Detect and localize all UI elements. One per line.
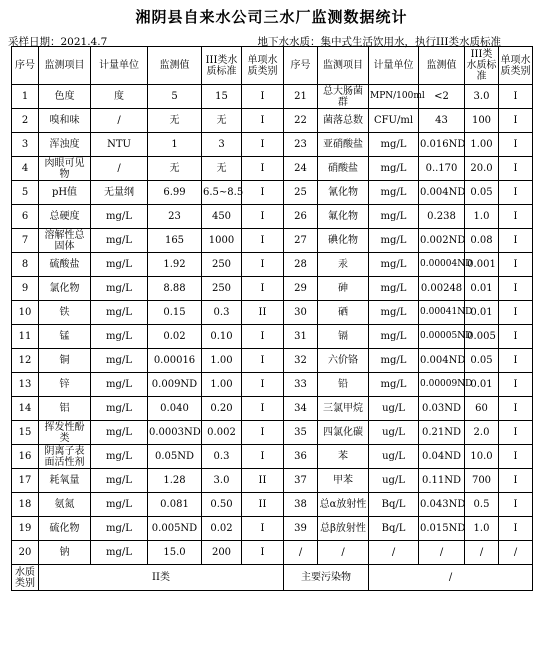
- cell-value: 165: [148, 229, 202, 253]
- header-category-2: 单项水质类别: [499, 47, 533, 85]
- cell-value: 15.0: [148, 541, 202, 565]
- cell-value: 1.28: [148, 469, 202, 493]
- cell-value: 0.00009ND: [419, 373, 465, 397]
- cell-value: 0.040: [148, 397, 202, 421]
- cell-unit: mg/L: [91, 493, 148, 517]
- cell-seq: 31: [284, 325, 318, 349]
- cell-category: I: [242, 109, 284, 133]
- cell-unit: NTU: [91, 133, 148, 157]
- cell-unit: mg/L: [91, 517, 148, 541]
- cell-standard: 1.0: [465, 517, 499, 541]
- cell-category: /: [499, 541, 533, 565]
- cell-seq: 30: [284, 301, 318, 325]
- cell-category: I: [242, 85, 284, 109]
- cell-standard: 60: [465, 397, 499, 421]
- cell-standard: 0.5: [465, 493, 499, 517]
- cell-standard: 0.002: [202, 421, 242, 445]
- cell-unit: mg/L: [91, 253, 148, 277]
- cell-standard: 10.0: [465, 445, 499, 469]
- cell-standard: 0.3: [202, 445, 242, 469]
- cell-value: 0.009ND: [148, 373, 202, 397]
- cell-seq: 25: [284, 181, 318, 205]
- cell-value: 0.0003ND: [148, 421, 202, 445]
- cell-unit: mg/L: [91, 397, 148, 421]
- cell-seq: 13: [12, 373, 39, 397]
- cell-seq: 22: [284, 109, 318, 133]
- cell-value: 0.005ND: [148, 517, 202, 541]
- cell-seq: 4: [12, 157, 39, 181]
- table-row: [12, 397, 533, 421]
- cell-value: 无: [148, 157, 202, 181]
- table-row: [12, 445, 533, 469]
- cell-standard: 0.3: [202, 301, 242, 325]
- cell-item: 铅: [318, 373, 369, 397]
- cell-category: I: [499, 421, 533, 445]
- cell-category: I: [242, 253, 284, 277]
- cell-seq: 20: [12, 541, 39, 565]
- cell-item: 总β放射性: [318, 517, 369, 541]
- cell-value: 0.11ND: [419, 469, 465, 493]
- cell-category: I: [499, 325, 533, 349]
- cell-item: 碘化物: [318, 229, 369, 253]
- header-standard-1: III类水质标准: [202, 47, 242, 85]
- cell-seq: 34: [284, 397, 318, 421]
- water-category-label: 水质类别: [12, 565, 39, 591]
- cell-standard: 100: [465, 109, 499, 133]
- cell-category: II: [242, 493, 284, 517]
- cell-unit: mg/L: [91, 277, 148, 301]
- cell-standard: 1.0: [465, 205, 499, 229]
- cell-standard: 250: [202, 253, 242, 277]
- cell-seq: 37: [284, 469, 318, 493]
- cell-standard: 3.0: [202, 469, 242, 493]
- cell-unit: Bq/L: [369, 493, 419, 517]
- cell-seq: 26: [284, 205, 318, 229]
- cell-item: 砷: [318, 277, 369, 301]
- table-row: [12, 325, 533, 349]
- cell-standard: 无: [202, 157, 242, 181]
- cell-item: 铝: [39, 397, 91, 421]
- cell-item: 菌落总数: [318, 109, 369, 133]
- cell-seq: 19: [12, 517, 39, 541]
- table-row: [12, 493, 533, 517]
- cell-category: I: [242, 373, 284, 397]
- cell-unit: ug/L: [369, 421, 419, 445]
- cell-unit: /: [369, 541, 419, 565]
- cell-value: 5: [148, 85, 202, 109]
- cell-seq: 11: [12, 325, 39, 349]
- cell-category: I: [242, 541, 284, 565]
- table-row: [12, 373, 533, 397]
- cell-unit: ug/L: [369, 445, 419, 469]
- main-pollutant-label: 主要污染物: [284, 565, 369, 591]
- cell-item: 阴离子表面活性剂: [39, 445, 91, 469]
- cell-standard: 20.0: [465, 157, 499, 181]
- cell-item: 挥发性酚类: [39, 421, 91, 445]
- cell-seq: 28: [284, 253, 318, 277]
- cell-value: 0.015ND: [419, 517, 465, 541]
- cell-seq: 23: [284, 133, 318, 157]
- cell-unit: mg/L: [369, 133, 419, 157]
- cell-category: I: [242, 421, 284, 445]
- cell-unit: mg/L: [369, 325, 419, 349]
- cell-unit: mg/L: [369, 301, 419, 325]
- cell-category: I: [499, 109, 533, 133]
- cell-unit: /: [91, 109, 148, 133]
- cell-item: 氯化物: [39, 277, 91, 301]
- table-row: [12, 109, 533, 133]
- cell-category: I: [499, 397, 533, 421]
- cell-item: 硫化物: [39, 517, 91, 541]
- cell-standard: 0.01: [465, 373, 499, 397]
- cell-item: 色度: [39, 85, 91, 109]
- cell-category: I: [242, 133, 284, 157]
- cell-unit: /: [91, 157, 148, 181]
- cell-unit: mg/L: [91, 349, 148, 373]
- cell-seq: 33: [284, 373, 318, 397]
- cell-item: 亚硝酸盐: [318, 133, 369, 157]
- cell-value: 0.00248: [419, 277, 465, 301]
- cell-item: 总α放射性: [318, 493, 369, 517]
- cell-item: 肉眼可见物: [39, 157, 91, 181]
- cell-value: 0.004ND: [419, 349, 465, 373]
- cell-item: 锌: [39, 373, 91, 397]
- cell-category: I: [499, 277, 533, 301]
- cell-item: 钠: [39, 541, 91, 565]
- cell-value: 0.00004ND: [419, 253, 465, 277]
- cell-seq: 39: [284, 517, 318, 541]
- cell-standard: 1.00: [202, 373, 242, 397]
- cell-category: I: [499, 493, 533, 517]
- cell-category: I: [499, 133, 533, 157]
- cell-item: 耗氧量: [39, 469, 91, 493]
- table-row: [12, 205, 533, 229]
- cell-unit: mg/L: [91, 421, 148, 445]
- monitoring-data-table: [11, 46, 533, 591]
- cell-category: I: [499, 517, 533, 541]
- cell-unit: mg/L: [369, 181, 419, 205]
- cell-item: 嗅和味: [39, 109, 91, 133]
- cell-category: I: [499, 301, 533, 325]
- table-row: [12, 349, 533, 373]
- cell-seq: 15: [12, 421, 39, 445]
- cell-standard: 无: [202, 109, 242, 133]
- cell-item: 苯: [318, 445, 369, 469]
- cell-unit: mg/L: [91, 469, 148, 493]
- cell-unit: 度: [91, 85, 148, 109]
- cell-unit: CFU/ml: [369, 109, 419, 133]
- cell-seq: 24: [284, 157, 318, 181]
- cell-standard: 3.0: [465, 85, 499, 109]
- cell-unit: mg/L: [91, 301, 148, 325]
- cell-category: I: [499, 229, 533, 253]
- cell-item: 硫酸盐: [39, 253, 91, 277]
- cell-item: /: [318, 541, 369, 565]
- cell-category: I: [242, 277, 284, 301]
- cell-category: I: [242, 349, 284, 373]
- header-item-2: 监测项目: [318, 47, 369, 85]
- cell-category: I: [242, 325, 284, 349]
- cell-item: 氰化物: [318, 181, 369, 205]
- cell-value: 0.081: [148, 493, 202, 517]
- cell-standard: 0.005: [465, 325, 499, 349]
- cell-category: I: [499, 253, 533, 277]
- cell-seq: /: [284, 541, 318, 565]
- cell-unit: mg/L: [91, 205, 148, 229]
- cell-value: <2: [419, 85, 465, 109]
- table-row: [12, 181, 533, 205]
- cell-unit: ug/L: [369, 469, 419, 493]
- cell-seq: 2: [12, 109, 39, 133]
- table-header-row: [12, 47, 533, 85]
- cell-item: 三氯甲烷: [318, 397, 369, 421]
- cell-category: I: [242, 445, 284, 469]
- cell-item: 四氯化碳: [318, 421, 369, 445]
- cell-unit: mg/L: [91, 373, 148, 397]
- cell-seq: 9: [12, 277, 39, 301]
- cell-value: 0.00016: [148, 349, 202, 373]
- table-row: [12, 469, 533, 493]
- cell-category: I: [242, 397, 284, 421]
- cell-value: 0.00041ND: [419, 301, 465, 325]
- cell-standard: 1.00: [202, 349, 242, 373]
- cell-item: 镉: [318, 325, 369, 349]
- cell-unit: mg/L: [369, 157, 419, 181]
- cell-value: 0.00005ND: [419, 325, 465, 349]
- cell-item: 氨氮: [39, 493, 91, 517]
- table-row: [12, 157, 533, 181]
- cell-seq: 38: [284, 493, 318, 517]
- cell-unit: mg/L: [369, 253, 419, 277]
- cell-value: 1.92: [148, 253, 202, 277]
- cell-unit: mg/L: [91, 445, 148, 469]
- cell-value: 6.99: [148, 181, 202, 205]
- cell-item: 锰: [39, 325, 91, 349]
- cell-value: 0.043ND: [419, 493, 465, 517]
- cell-value: 0.21ND: [419, 421, 465, 445]
- table-body: [12, 47, 533, 591]
- table-row: [12, 133, 533, 157]
- cell-category: I: [242, 181, 284, 205]
- cell-item: 六价铬: [318, 349, 369, 373]
- cell-standard: 0.01: [465, 277, 499, 301]
- cell-seq: 29: [284, 277, 318, 301]
- header-seq-2: 序号: [284, 47, 318, 85]
- header-item-1: 监测项目: [39, 47, 91, 85]
- cell-standard: 1.00: [465, 133, 499, 157]
- cell-value: 0.238: [419, 205, 465, 229]
- cell-item: 硒: [318, 301, 369, 325]
- cell-value: /: [419, 541, 465, 565]
- table-row: [12, 229, 533, 253]
- table-row: [12, 421, 533, 445]
- cell-seq: 35: [284, 421, 318, 445]
- cell-standard: 200: [202, 541, 242, 565]
- cell-item: 汞: [318, 253, 369, 277]
- header-standard-2: III类水质标准: [465, 47, 499, 85]
- cell-value: 0.004ND: [419, 181, 465, 205]
- cell-unit: mg/L: [369, 349, 419, 373]
- cell-unit: 无量纲: [91, 181, 148, 205]
- cell-seq: 27: [284, 229, 318, 253]
- cell-value: 0.016ND: [419, 133, 465, 157]
- cell-category: I: [499, 373, 533, 397]
- cell-standard: 1000: [202, 229, 242, 253]
- main-pollutant-value: /: [369, 565, 533, 591]
- cell-standard: 0.10: [202, 325, 242, 349]
- cell-seq: 1: [12, 85, 39, 109]
- cell-seq: 3: [12, 133, 39, 157]
- cell-unit: MPN/100ml: [369, 85, 419, 109]
- cell-item: pH值: [39, 181, 91, 205]
- cell-unit: ug/L: [369, 397, 419, 421]
- cell-category: I: [499, 157, 533, 181]
- cell-item: 氟化物: [318, 205, 369, 229]
- cell-standard: /: [465, 541, 499, 565]
- cell-standard: 700: [465, 469, 499, 493]
- cell-unit: mg/L: [369, 205, 419, 229]
- cell-standard: 3: [202, 133, 242, 157]
- table-row: [12, 541, 533, 565]
- cell-item: 总大肠菌群: [318, 85, 369, 109]
- cell-seq: 12: [12, 349, 39, 373]
- cell-seq: 18: [12, 493, 39, 517]
- cell-seq: 7: [12, 229, 39, 253]
- water-category-value: II类: [39, 565, 284, 591]
- cell-seq: 8: [12, 253, 39, 277]
- cell-value: 0.03ND: [419, 397, 465, 421]
- cell-seq: 5: [12, 181, 39, 205]
- cell-category: I: [499, 469, 533, 493]
- cell-item: 铁: [39, 301, 91, 325]
- cell-item: 铜: [39, 349, 91, 373]
- cell-category: I: [499, 349, 533, 373]
- cell-value: 8.88: [148, 277, 202, 301]
- cell-standard: 6.5~8.5: [202, 181, 242, 205]
- cell-seq: 14: [12, 397, 39, 421]
- cell-category: II: [242, 301, 284, 325]
- water-quality-info: 地下水水质：集中式生活饮用水，执行III类水质标准: [257, 36, 501, 48]
- header-value-2: 监测值: [419, 47, 465, 85]
- cell-seq: 10: [12, 301, 39, 325]
- cell-value: 无: [148, 109, 202, 133]
- table-row: [12, 517, 533, 541]
- cell-standard: 450: [202, 205, 242, 229]
- cell-standard: 0.20: [202, 397, 242, 421]
- sample-date: 采样日期：2021.4.7: [8, 36, 108, 48]
- cell-item: 浑浊度: [39, 133, 91, 157]
- cell-value: 0.15: [148, 301, 202, 325]
- cell-category: I: [242, 517, 284, 541]
- cell-seq: 36: [284, 445, 318, 469]
- cell-category: I: [499, 181, 533, 205]
- cell-value: 0.02: [148, 325, 202, 349]
- cell-seq: 32: [284, 349, 318, 373]
- cell-category: I: [242, 205, 284, 229]
- table-footer-row: [12, 565, 533, 591]
- cell-item: 硝酸盐: [318, 157, 369, 181]
- cell-item: 总硬度: [39, 205, 91, 229]
- cell-category: I: [499, 445, 533, 469]
- cell-item: 溶解性总固体: [39, 229, 91, 253]
- header-unit-1: 计量单位: [91, 47, 148, 85]
- cell-unit: mg/L: [91, 325, 148, 349]
- cell-category: I: [242, 229, 284, 253]
- cell-value: 0.002ND: [419, 229, 465, 253]
- cell-standard: 2.0: [465, 421, 499, 445]
- cell-unit: mg/L: [91, 541, 148, 565]
- cell-standard: 15: [202, 85, 242, 109]
- cell-unit: Bq/L: [369, 517, 419, 541]
- cell-standard: 0.001: [465, 253, 499, 277]
- header-value-1: 监测值: [148, 47, 202, 85]
- cell-value: 1: [148, 133, 202, 157]
- header-unit-2: 计量单位: [369, 47, 419, 85]
- cell-value: 0..170: [419, 157, 465, 181]
- cell-value: 23: [148, 205, 202, 229]
- cell-seq: 21: [284, 85, 318, 109]
- cell-category: II: [242, 469, 284, 493]
- cell-value: 43: [419, 109, 465, 133]
- table-row: [12, 277, 533, 301]
- table-row: [12, 253, 533, 277]
- cell-unit: mg/L: [369, 229, 419, 253]
- table-row: [12, 85, 533, 109]
- cell-unit: mg/L: [91, 229, 148, 253]
- cell-category: I: [499, 205, 533, 229]
- cell-standard: 0.02: [202, 517, 242, 541]
- cell-standard: 0.05: [465, 349, 499, 373]
- cell-value: 0.05ND: [148, 445, 202, 469]
- cell-category: I: [242, 157, 284, 181]
- cell-seq: 17: [12, 469, 39, 493]
- cell-standard: 0.01: [465, 301, 499, 325]
- cell-unit: mg/L: [369, 373, 419, 397]
- cell-standard: 250: [202, 277, 242, 301]
- cell-seq: 6: [12, 205, 39, 229]
- cell-item: 甲苯: [318, 469, 369, 493]
- cell-standard: 0.50: [202, 493, 242, 517]
- cell-category: I: [499, 85, 533, 109]
- cell-seq: 16: [12, 445, 39, 469]
- cell-standard: 0.05: [465, 181, 499, 205]
- cell-value: 0.04ND: [419, 445, 465, 469]
- table-row: [12, 301, 533, 325]
- header-category-1: 单项水质类别: [242, 47, 284, 85]
- cell-unit: mg/L: [369, 277, 419, 301]
- page-title: 湘阴县自来水公司三水厂监测数据统计: [135, 8, 408, 26]
- cell-standard: 0.08: [465, 229, 499, 253]
- header-seq-1: 序号: [12, 47, 39, 85]
